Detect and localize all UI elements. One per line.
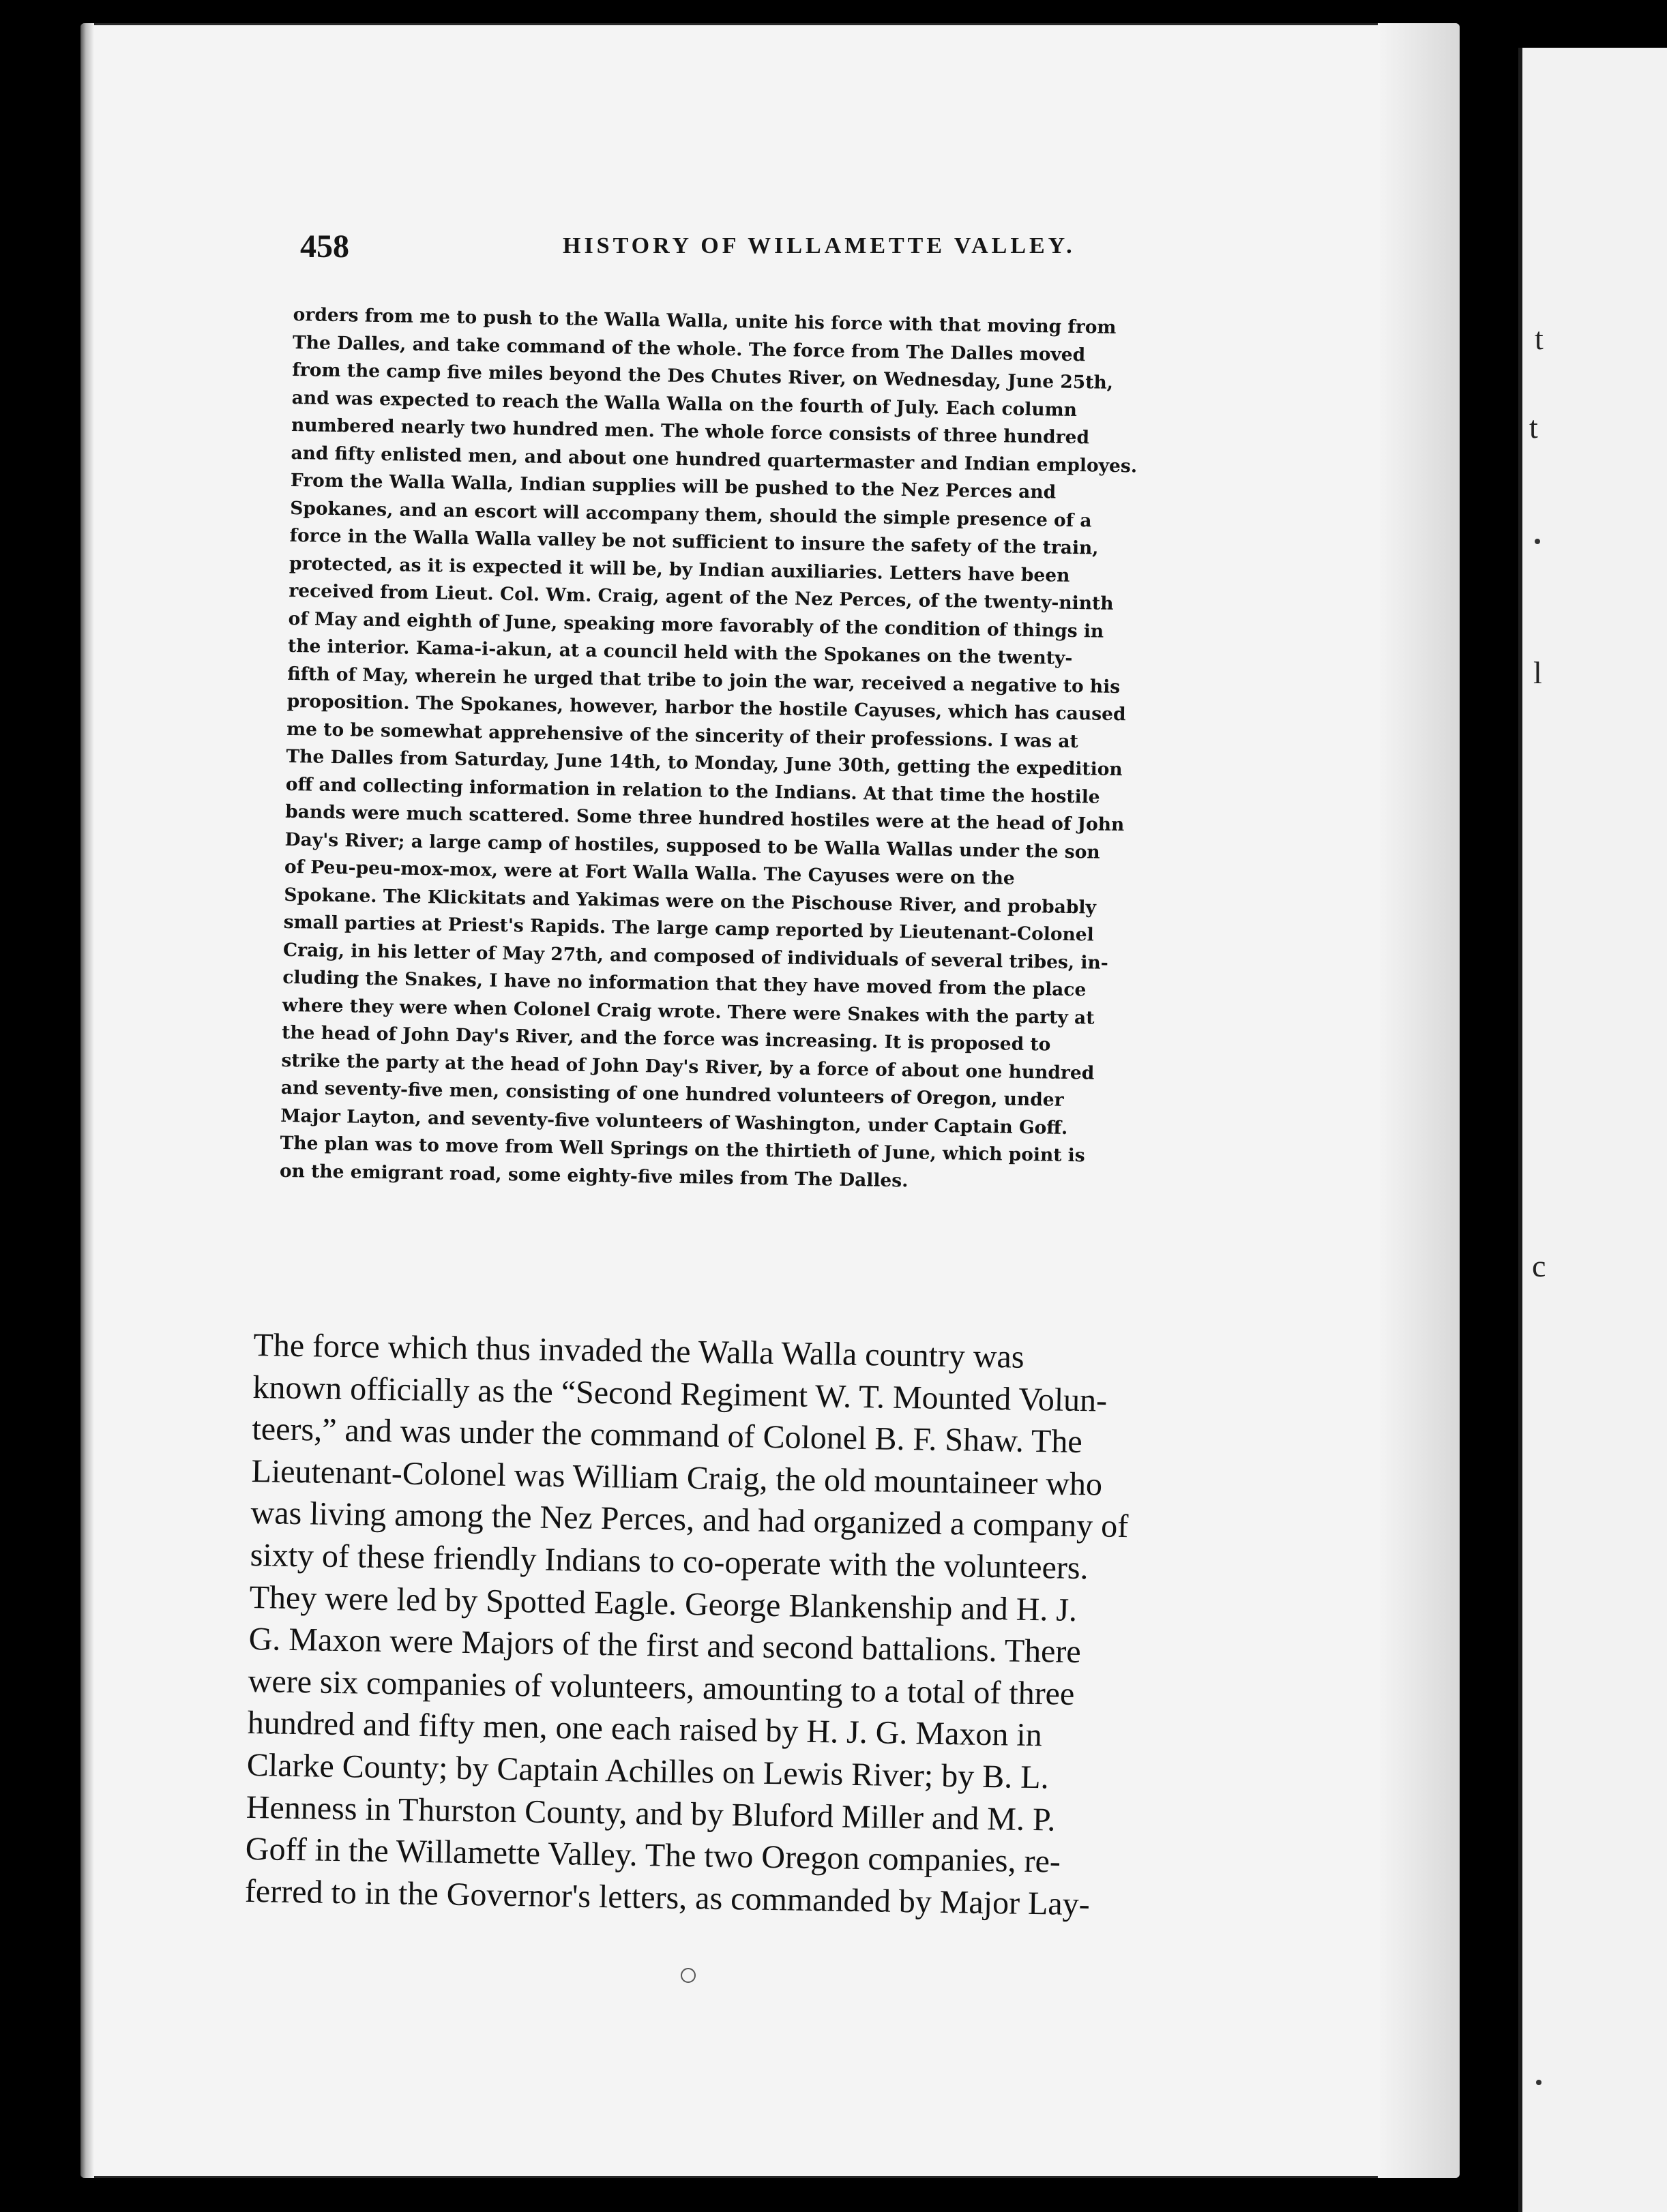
- body-line: Goff in the Willamette Valley. The two Oregon companies, re-: [245, 1831, 1061, 1880]
- quote-line: Spokanes, and an escort will accompany them, should the simple presence of a: [289, 497, 1092, 531]
- quote-line: bands were much scattered. Some three hundred hostiles were at the head of John: [284, 801, 1125, 836]
- running-title: HISTORY OF WILLAMETTE VALLEY.: [563, 233, 1076, 258]
- quote-line: and seventy-five men, consisting of one hundred volunteers of Oregon, under: [280, 1077, 1064, 1111]
- body-line: ferred to in the Governor's letters, as commanded by Major Lay-: [244, 1872, 1091, 1923]
- quote-line: fifth of May, wherein he urged that tribe to join the war, received a negative to his: [287, 663, 1121, 698]
- quote-line: The Dalles from Saturday, June 14th, to Monday, June 30th, getting the expedition: [286, 745, 1123, 781]
- body-line: They were led by Spotted Eagle. George Blankenship and H. J.: [249, 1579, 1078, 1628]
- quote-line: cluding the Snakes, I have no information that they have moved from the place: [282, 966, 1087, 1001]
- adjacent-page-glyph: l: [1533, 655, 1542, 690]
- quote-line: strike the party at the head of John Day's River, by a force of about one hundred: [281, 1049, 1095, 1084]
- quote-line: from the camp five miles beyond the Des Chutes River, on Wednesday, June 25th,: [292, 359, 1114, 393]
- quote-line: and was expected to reach the Walla Walla on the fourth of July. Each column: [291, 387, 1078, 421]
- body-line: Clarke County; by Captain Achilles on Lewis River; by B. L.: [246, 1746, 1049, 1796]
- adjacent-page-glyph: t: [1535, 321, 1544, 356]
- quote-line: proposition. The Spokanes, however, harbor the hostile Cayuses, which has caused: [286, 690, 1126, 726]
- body-line: teers,” and was under the command of Colonel B. F. Shaw. The: [252, 1411, 1083, 1461]
- body-line: sixty of these friendly Indians to co-operate with the volunteers.: [250, 1536, 1089, 1587]
- quote-line: small parties at Priest's Rapids. The large camp reported by Lieutenant-Colonel: [283, 911, 1094, 946]
- quote-line: of May and eighth of June, speaking more favorably of the condition of things in: [288, 608, 1104, 642]
- adjacent-page-dot: [1536, 2080, 1541, 2085]
- quote-line: orders from me to push to the Walla Walla, unite his force with that moving from: [293, 303, 1117, 338]
- quote-line: force in the Walla Walla valley be not sufficient to insure the safety of the train,: [289, 524, 1099, 559]
- quote-line: where they were when Colonel Craig wrote. There were Snakes with the party at: [282, 994, 1095, 1029]
- body-paragraph: [244, 1324, 1327, 1929]
- body-line: Lieutenant-Colonel was William Craig, the old mountaineer who: [251, 1452, 1103, 1503]
- quote-line: Craig, in his letter of May 27th, and composed of individuals of several tribes, in-: [282, 939, 1108, 974]
- adjacent-page-edge: [1518, 48, 1667, 2212]
- quote-line: of Peu-peu-mox-mox, were at Fort Walla Walla. The Cayuses were on the: [284, 856, 1015, 889]
- body-line: known officially as the “Second Regiment W. T. Mounted Volun-: [252, 1369, 1108, 1419]
- quote-line: protected, as it is expected it will be, by Indian auxiliaries. Letters have been: [289, 552, 1070, 586]
- quote-line: The plan was to move from Well Springs on the thirtieth of June, which point is: [280, 1132, 1085, 1167]
- adjacent-page-glyph: t: [1529, 410, 1538, 445]
- quote-line: the head of John Day's River, and the force was increasing. It is proposed to: [281, 1021, 1051, 1056]
- body-line: were six companies of volunteers, amounting to a total of three: [248, 1662, 1075, 1712]
- body-line: hundred and fifty men, one each raised by H. J. G. Maxon in: [247, 1705, 1043, 1754]
- quote-line: me to be somewhat apprehensive of the sincerity of their professions. I was at: [286, 718, 1079, 752]
- quoted-letter-block: [280, 301, 1349, 1201]
- quote-line: received from Lieut. Col. Wm. Craig, agent of the Nez Perces, of the twenty-ninth: [289, 580, 1114, 614]
- adjacent-page-glyph: c: [1532, 1249, 1546, 1283]
- running-head: [300, 228, 1494, 275]
- adjacent-page-dot: [1535, 539, 1540, 544]
- quote-line: Day's River; a large camp of hostiles, supposed to be Walla Wallas under the son: [284, 828, 1100, 863]
- quote-line: The Dalles, and take command of the whole. The force from The Dalles moved: [292, 331, 1086, 365]
- quote-line: From the Walla Walla, Indian supplies will be pushed to the Nez Perces and: [290, 469, 1057, 503]
- quote-line: on the emigrant road, some eighty-five miles from The Dalles.: [279, 1160, 909, 1191]
- body-line: Henness in Thurston County, and by Bluford Miller and M. P.: [246, 1789, 1056, 1838]
- quote-line: numbered nearly two hundred men. The whole force consists of three hundred: [291, 414, 1090, 449]
- body-line: G. Maxon were Majors of the first and second battalions. There: [248, 1621, 1082, 1671]
- body-line: was living among the Nez Perces, and had organized a company of: [250, 1495, 1129, 1545]
- page-number: 458: [300, 228, 349, 265]
- page-gutter: [1378, 23, 1460, 2178]
- quote-line: Spokane. The Klickitats and Yakimas were on the Pischouse River, and probably: [284, 884, 1097, 918]
- page-edge-shadow: [80, 23, 94, 2178]
- print-mark: [681, 1968, 696, 1983]
- body-line: The force which thus invaded the Walla Walla country was: [253, 1326, 1024, 1375]
- quote-line: off and collecting information in relation to the Indians. At that time the hostile: [285, 773, 1100, 808]
- quote-line: the interior. Kama-i-akun, at a council held with the Spokanes on the twenty-: [287, 635, 1073, 670]
- quote-line: and fifty enlisted men, and about one hundred quartermaster and Indian employes.: [291, 442, 1138, 477]
- quote-line: Major Layton, and seventy-five volunteers of Washington, under Captain Goff.: [280, 1105, 1068, 1139]
